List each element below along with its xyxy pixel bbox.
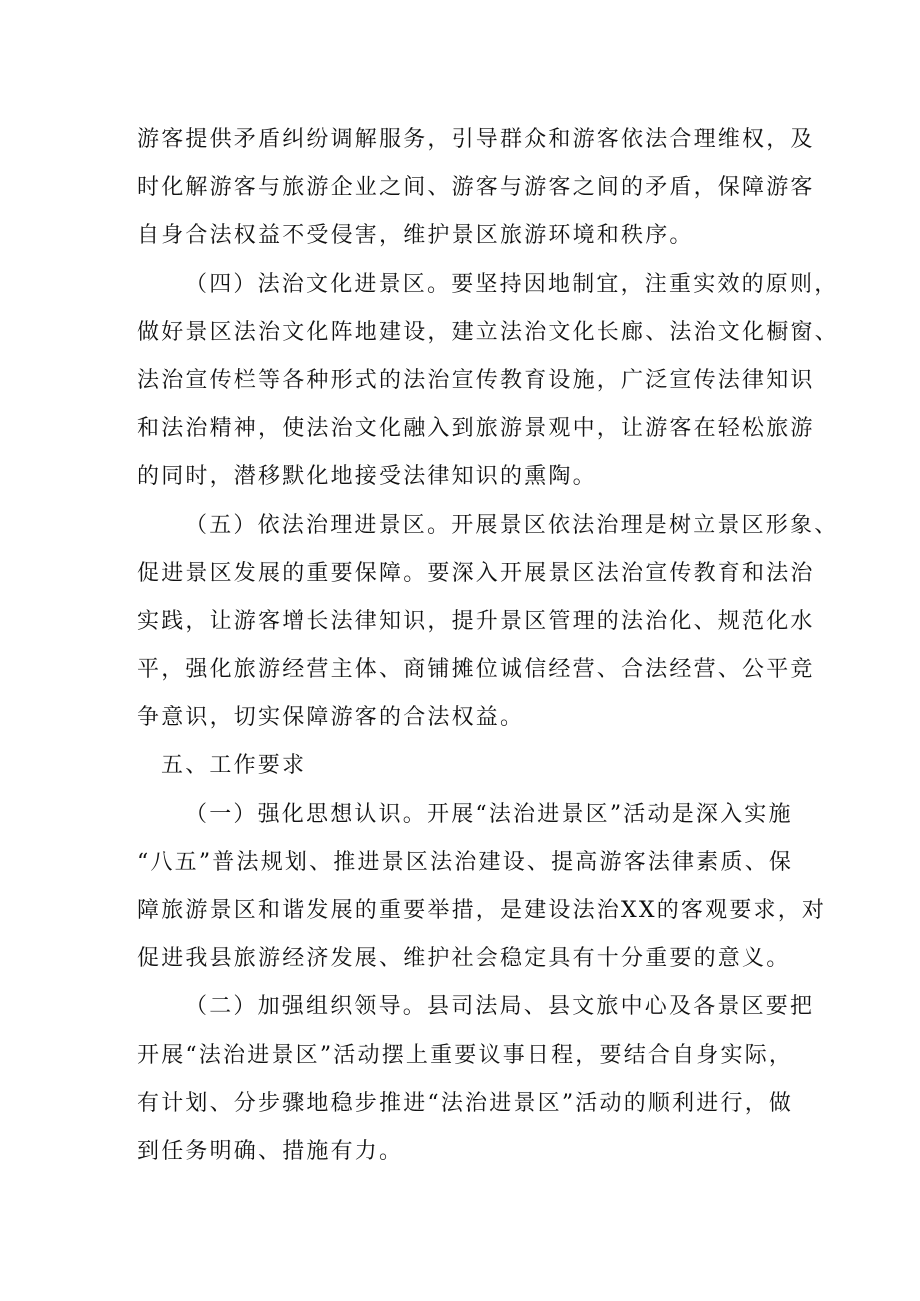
text-line: 到任务明确、措施有力。 — [137, 1138, 404, 1164]
text-line: 和法治精神，使法治文化融入到旅游景观中，让游客在轻松旅游 — [137, 416, 815, 442]
text-line: 时化解游客与旅游企业之间、游客与游客之间的矛盾，保障游客 — [137, 175, 815, 201]
text-line: 促进景区发展的重要保障。要深入开展景区法治宣传教育和法治 — [137, 560, 815, 586]
text-line: 法治宣传栏等各种形式的法治宣传教育设施，广泛宣传法律知识 — [137, 367, 815, 393]
text-line: 争意识，切实保障游客的合法权益。 — [137, 705, 525, 731]
text-line: 平，强化旅游经营主体、商铺摊位诚信经营、合法经营、公平竞 — [137, 657, 815, 683]
text-line: 的同时，潜移默化地接受法律知识的熏陶。 — [137, 464, 597, 490]
text-line: 做好景区法治文化阵地建设，建立法治文化长廊、法治文化橱窗、 — [137, 319, 839, 345]
text-line: 促进我县旅游经济发展、维护社会稳定具有十分重要的意义。 — [137, 946, 791, 972]
text-line: 自身合法权益不受侵害，维护景区旅游环境和秩序。 — [137, 223, 694, 249]
paragraph-first-line: （五）依法治理进景区。开展景区依法治理是树立景区形象、 — [185, 512, 839, 538]
paragraph-first-line: （一）强化思想认识。开展“法治进景区”活动是深入实施 — [185, 801, 793, 827]
paragraph-first-line: （二）加强组织领导。县司法局、县文旅中心及各景区要把 — [185, 994, 815, 1020]
text-line: 实践，让游客增长法律知识，提升景区管理的法治化、规范化水 — [137, 608, 815, 634]
text-line: 障旅游景区和谐发展的重要举措，是建设法治XX的客观要求，对 — [137, 898, 827, 923]
paragraph-first-line: （四）法治文化进景区。要坚持因地制宜，注重实效的原则， — [185, 271, 839, 297]
text-line: “八五”普法规划、推进景区法治建设、提高游客法律素质、保 — [137, 849, 794, 875]
section-heading: 五、工作要求 — [161, 753, 307, 779]
document-body — [137, 116, 839, 1176]
text-line: 开展“法治进景区”活动摆上重要议事日程，要结合自身实际， — [137, 1042, 794, 1068]
text-line: 有计划、分步骤地稳步推进“法治进景区”活动的顺利进行，做 — [137, 1090, 794, 1116]
text-line: 游客提供矛盾纠纷调解服务，引导群众和游客依法合理维权，及 — [137, 127, 815, 152]
